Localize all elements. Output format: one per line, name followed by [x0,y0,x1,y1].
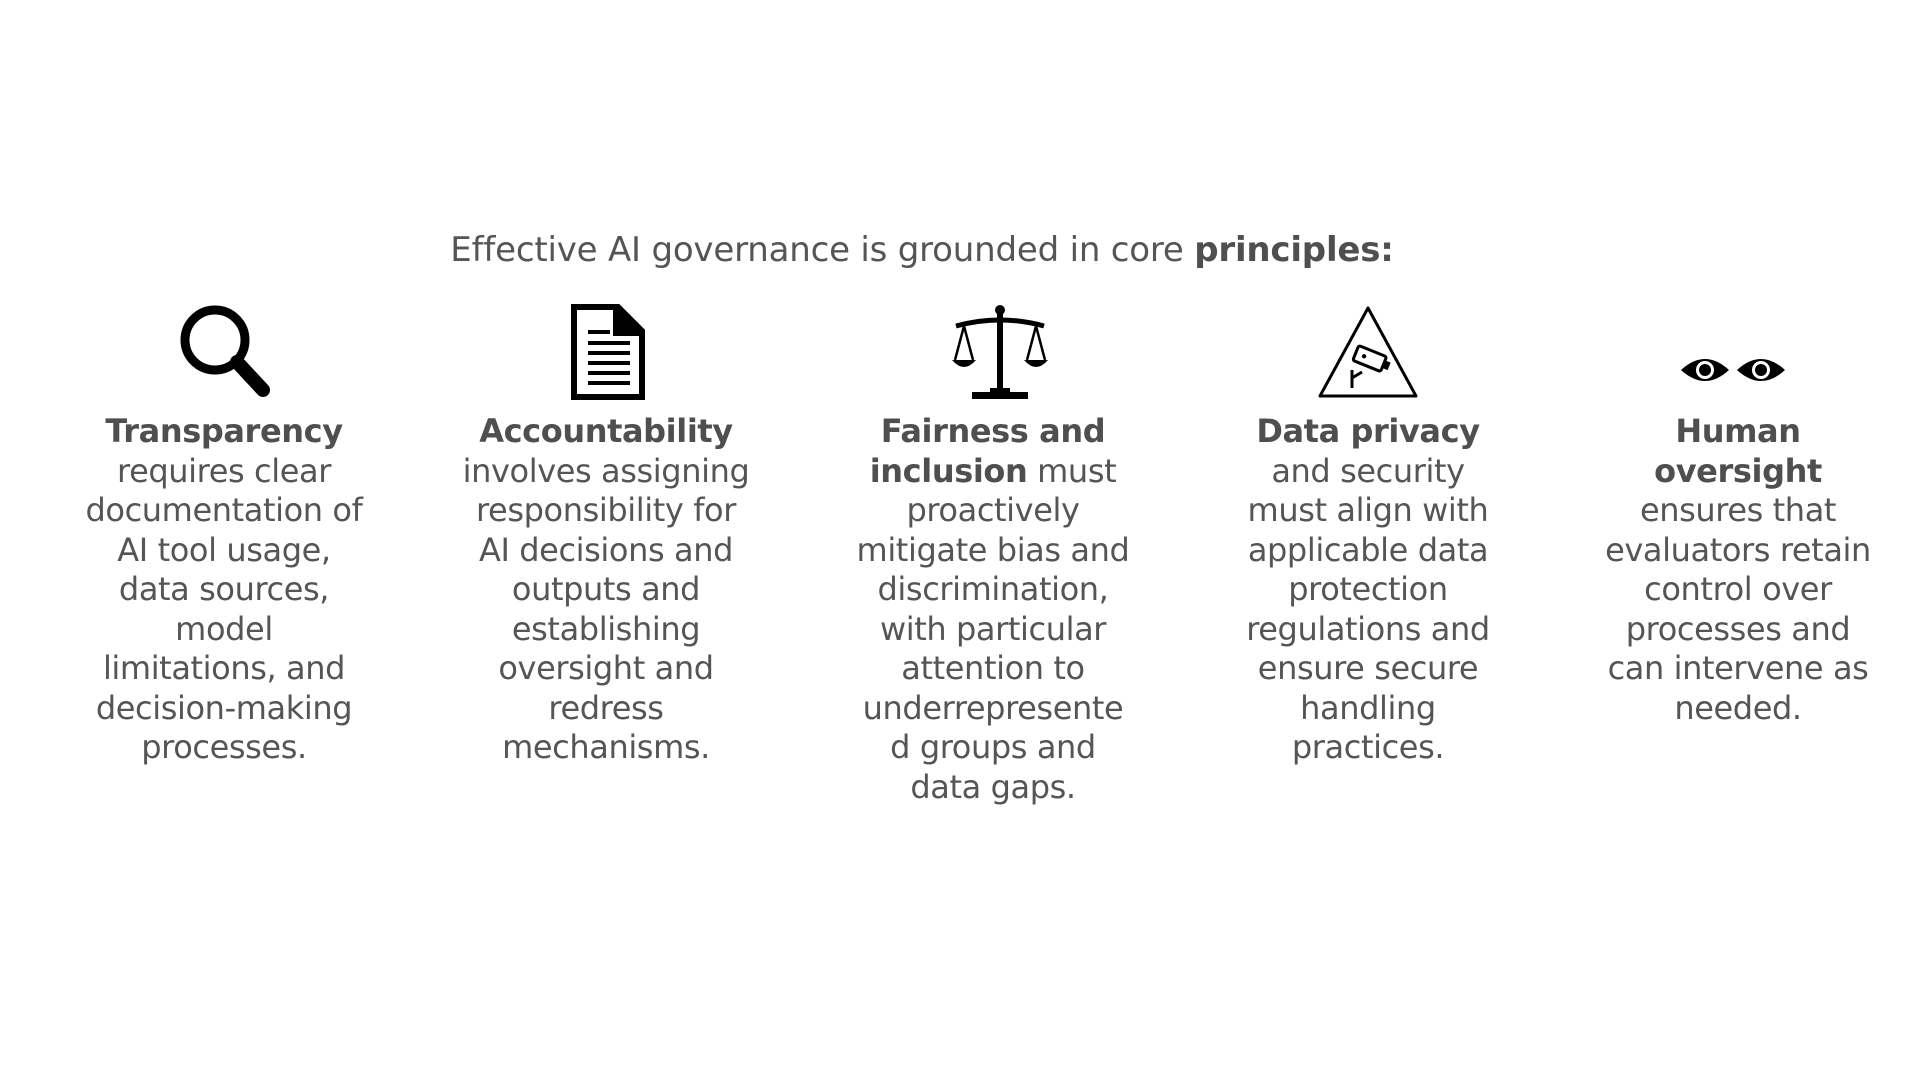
scales-icon [952,304,1048,400]
principle-transparency [84,300,364,768]
principle-fairness [853,300,1133,807]
principle-body: and security must align with applicable data protection regulations and ensure secure handling practices. [1246,451,1490,766]
principle-body: requires clear documentation of AI tool usage, data sources, model limitations, and decision-making processes. [85,451,363,766]
principle-title: Accountability [479,412,733,450]
principle-title: Fairness and inclusion [869,412,1106,490]
eyes-icon [1679,352,1787,388]
principle-description [1598,412,1878,728]
heading-bold: principles: [1194,230,1394,270]
principle-title: Transparency [105,412,343,450]
principle-body: involves assigning responsibility for AI decisions and outputs and establishing oversight and redress mechanisms. [462,451,750,766]
principle-body: ensures that evaluators retain control over processes and can intervene as needed. [1605,491,1871,727]
principle-body: must proactively mitigate bias and discrimination, with particular attention to underrepresented groups and data gaps. [856,451,1130,806]
principle-description [456,412,756,768]
magnifier-icon [175,300,285,400]
principle-description [1228,412,1508,768]
principle-human-oversight [1598,300,1878,728]
document-icon [568,304,648,400]
heading-text: Effective AI governance is grounded in core [450,230,1195,270]
principle-data-privacy [1228,300,1508,768]
principle-title: Human oversight [1654,412,1822,490]
surveillance-camera-warning-icon [1316,304,1420,400]
heading [0,229,1844,271]
principle-description [84,412,364,768]
principle-accountability [456,300,756,768]
principle-description [853,412,1133,807]
principle-title: Data privacy [1256,412,1480,450]
